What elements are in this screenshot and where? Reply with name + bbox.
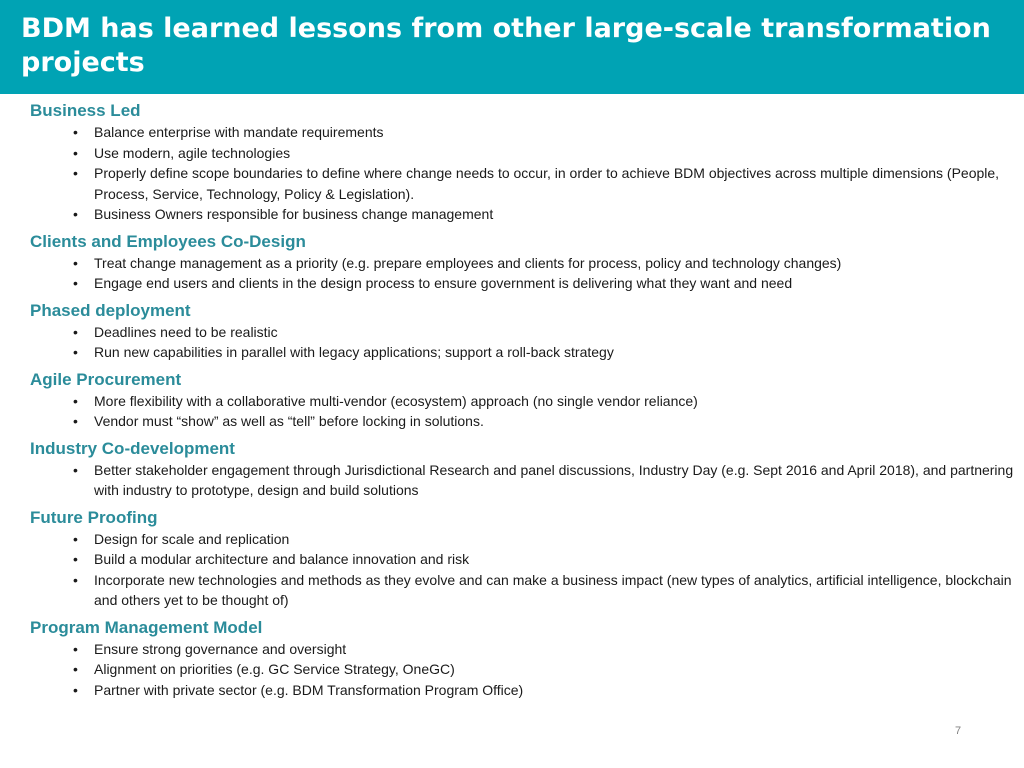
bullet-text: Use modern, agile technologies (94, 144, 291, 161)
bullet-item (30, 460, 1015, 501)
bullet-icon: • (73, 124, 78, 140)
title-bar (0, 0, 1024, 94)
bullet-item (30, 322, 1015, 343)
section-heading: Industry Co-development (30, 438, 235, 458)
bullet-text: More flexibility with a collaborative multi-vendor (ecosystem) approach (no single vendor reliance) (94, 392, 698, 409)
bullet-text: Run new capabilities in parallel with legacy applications; support a roll-back strategy (94, 344, 614, 360)
bullet-text: Design for scale and replication (94, 530, 290, 547)
section-program-management-model (30, 616, 1015, 701)
section-clients-employees-co-design (30, 230, 1015, 294)
bullet-item (30, 143, 1015, 164)
bullet-text: Deadlines need to be realistic (94, 323, 278, 340)
bullet-icon: • (73, 413, 78, 429)
bullet-item (30, 204, 1015, 225)
bullet-item (30, 411, 1015, 432)
bullet-item (30, 342, 1015, 363)
bullet-list (30, 122, 1015, 225)
bullet-text: Balance enterprise with mandate requirements (94, 124, 384, 140)
bullet-icon: • (73, 681, 78, 698)
section-industry-co-development (30, 437, 1015, 501)
bullet-text: Partner with private sector (e.g. BDM Transformation Program Office) (94, 681, 524, 698)
section-heading: Agile Procurement (30, 369, 182, 389)
slide-title: BDM has learned lessons from other large-scale transformation projects (21, 13, 991, 78)
bullet-item (30, 253, 1015, 274)
bullet-text: Vendor must “show” as well as “tell” before locking in solutions. (94, 413, 484, 429)
bullet-list (30, 391, 1015, 432)
bullet-icon: • (73, 344, 78, 360)
bullet-item (30, 639, 1015, 660)
bullet-icon: • (73, 206, 78, 222)
bullet-item (30, 529, 1015, 550)
bullet-icon: • (73, 571, 78, 588)
section-agile-procurement (30, 368, 1015, 432)
bullet-item (30, 680, 1015, 701)
bullet-text: Alignment on priorities (e.g. GC Service Strategy, OneGC) (94, 661, 455, 677)
bullet-icon: • (73, 530, 78, 547)
bullet-icon: • (73, 661, 78, 677)
bullet-item (30, 122, 1015, 143)
section-heading: Program Management Model (30, 617, 263, 637)
section-future-proofing (30, 506, 1015, 611)
section-heading: Future Proofing (30, 507, 158, 527)
slide-content (30, 99, 1015, 705)
bullet-item (30, 163, 1015, 204)
bullet-list (30, 639, 1015, 701)
bullet-text: Business Owners responsible for business change management (94, 206, 494, 222)
bullet-item (30, 659, 1015, 680)
section-heading: Phased deployment (30, 300, 191, 320)
section-business-led (30, 99, 1015, 225)
bullet-item (30, 549, 1015, 570)
bullet-icon: • (73, 275, 78, 291)
bullet-icon: • (73, 165, 78, 181)
bullet-icon: • (73, 461, 78, 478)
bullet-icon: • (73, 323, 78, 340)
bullet-list (30, 322, 1015, 363)
bullet-text: Ensure strong governance and oversight (94, 640, 347, 657)
bullet-text: Properly define scope boundaries to define where change needs to occur, in order to achieve BDM objectives across multiple dimensions (People, Process, Service, Technology, Policy & Legislation). (94, 165, 1000, 202)
bullet-item (30, 391, 1015, 412)
bullet-list (30, 529, 1015, 611)
bullet-icon: • (73, 640, 78, 657)
page-number: 7 (955, 725, 962, 737)
section-heading: Clients and Employees Co-Design (30, 231, 306, 251)
bullet-text: Better stakeholder engagement through Jurisdictional Research and panel discussions, Industry Day (e.g. Sept 2016 and April 2018), and partnering with industry to prototype, design and build solutions (94, 461, 1014, 498)
bullet-text: Incorporate new technologies and methods as they evolve and can make a business impact (new types of analytics, artificial intelligence, blockchain and others yet to be thought of) (94, 571, 1012, 608)
bullet-item (30, 273, 1015, 294)
bullet-icon: • (73, 551, 78, 567)
bullet-icon: • (73, 254, 78, 271)
bullet-text: Build a modular architecture and balance innovation and risk (94, 551, 470, 567)
bullet-text: Engage end users and clients in the design process to ensure government is delivering what they want and need (94, 275, 793, 291)
bullet-item (30, 570, 1015, 611)
bullet-icon: • (73, 392, 78, 409)
bullet-list (30, 253, 1015, 294)
bullet-list (30, 460, 1015, 501)
section-heading: Business Led (30, 101, 141, 120)
bullet-text: Treat change management as a priority (e.g. prepare employees and clients for process, policy and technology changes) (94, 254, 842, 271)
section-phased-deployment (30, 299, 1015, 363)
bullet-icon: • (73, 144, 78, 161)
